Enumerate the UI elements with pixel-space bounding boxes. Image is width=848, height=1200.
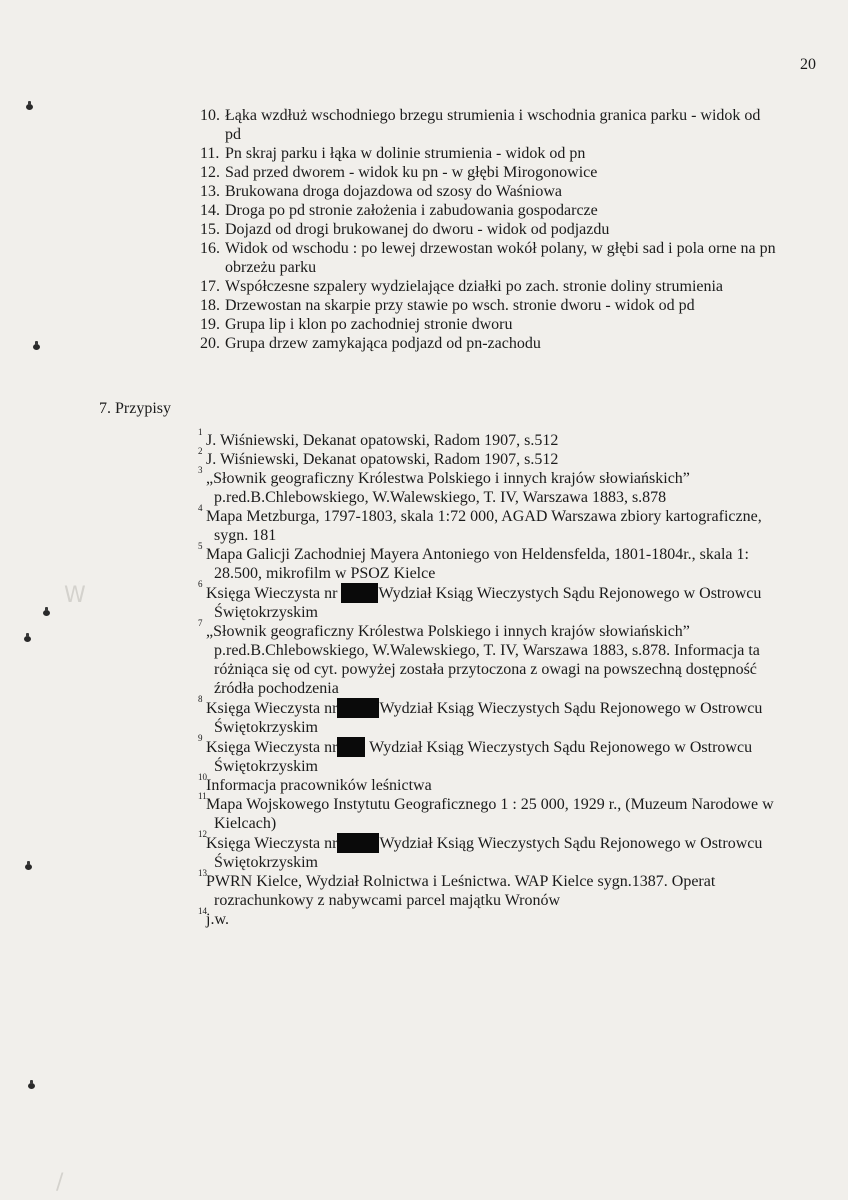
footnote-number: 9 [198,733,203,743]
list-item-text: Pn skraj parku i łąka w dolinie strumienia - widok od pn [225,145,586,162]
list-item-text: Drzewostan na skarpie przy stawie po wsch. stronie dworu - widok od pd [225,297,695,314]
list-item-number: 13. [200,183,220,200]
footnote-text: Księga Wieczysta nr [206,835,338,852]
footnote-text-continued: Świętokrzyskim [214,854,318,871]
footnote [198,541,828,583]
footnote-number: 12 [198,829,207,839]
page-number: 20 [800,56,816,73]
footnote [198,772,828,795]
footnote-number: 13 [198,868,207,878]
footnote-text-continued: różniąca się od cyt. powyżej została przytoczona z owagi na powszechną dostępność [214,661,757,678]
redaction-block [337,737,365,757]
list-item [200,334,820,353]
punch-hole-mark [25,864,32,870]
punch-hole-mark [33,344,40,350]
footnote-text: Wydział Ksiąg Wieczystych Sądu Rejonowego w Ostrowcu [378,585,762,602]
footnote-number: 2 [198,446,203,456]
list-item-number: 19. [200,316,220,333]
list-item [200,182,820,201]
list-item [200,144,820,163]
footnote-text-continued: Świętokrzyskim [214,758,318,775]
footnote-text: J. Wiśniewski, Dekanat opatowski, Radom 1907, s.512 [206,432,559,449]
list-item-text: Droga po pd stronie założenia i zabudowania gospodarcze [225,202,598,219]
list-item [200,296,820,315]
footnote-text-line [206,698,828,718]
footnote [198,465,828,507]
redaction-block [341,583,378,603]
list-item-text: Grupa lip i klon po zachodniej stronie dworu [225,316,513,333]
list-item-text: Sad przed dworem - widok ku pn - w głębi Mirogonowice [225,164,598,181]
section-heading: 7. Przypisy [99,400,171,417]
redaction-block [337,833,379,853]
punch-hole-mark [24,636,31,642]
list-item-number: 14. [200,202,220,219]
footnote-text-line [206,833,828,853]
list-item-number: 18. [200,297,220,314]
footnote-number: 1 [198,427,203,437]
list-item-number: 10. [200,107,220,124]
footnote-text-line [206,583,828,603]
footnote-text: „Słownik geograficzny Królestwa Polskiego i innych krajów słowiańskich” [206,623,690,640]
footnote-number: 7 [198,618,203,628]
footnote [198,733,828,776]
footnote-text-continued: Kielcach) [214,815,277,832]
footnote-text: PWRN Kielce, Wydział Rolnictwa i Leśnictwa. WAP Kielce sygn.1387. Operat [206,873,716,890]
footnote-text-continued: źródła pochodzenia [214,680,339,697]
footnotes [198,427,828,929]
footnote-text-continued: 28.500, mikrofilm w PSOZ Kielce [214,565,436,582]
punch-hole-mark [28,1083,35,1089]
list-item [200,239,820,277]
footnote-text: Księga Wieczysta nr [206,739,338,756]
footnote-text: Wydział Ksiąg Wieczystych Sądu Rejonowego w Ostrowcu [379,835,763,852]
footnote-number: 6 [198,579,203,589]
list-item [200,106,820,144]
footnote [198,446,828,469]
punch-hole-mark [43,610,50,616]
footnote-text: Informacja pracowników leśnictwa [206,777,432,794]
footnote-text: j.w. [206,911,229,928]
list-item-number: 17. [200,278,220,295]
footnote-text-continued: p.red.B.Chlebowskiego, W.Walewskiego, T. IV, Warszawa 1883, s.878 [214,489,667,506]
list-item [200,315,820,334]
footnote [198,868,828,910]
list-item-text: Brukowana droga dojazdowa od szosy do Waśniowa [225,183,563,200]
list-item [200,201,820,220]
list-item [200,220,820,239]
list-item-number: 11. [200,145,220,162]
list-item [200,277,820,296]
footnote [198,791,828,833]
footnote-text-continued: Świętokrzyskim [214,719,318,736]
bleed-through-mark: W [64,583,86,608]
list-item-text: Łąka wzdłuż wschodniego brzegu strumienia i wschodnia granica parku - widok od [225,107,761,124]
footnote-number: 11 [198,791,207,801]
list-item-number: 15. [200,221,220,238]
footnote-text: Wydział Ksiąg Wieczystych Sądu Rejonowego w Ostrowcu [365,739,753,756]
footnote-number: 8 [198,694,203,704]
footnote-text-continued: rozrachunkowy z nabywcami parcel majątku Wronów [214,892,561,909]
footnote [198,503,828,545]
footnote-text: Wydział Ksiąg Wieczystych Sądu Rejonowego w Ostrowcu [379,700,763,717]
list-item-number: 16. [200,240,220,257]
footnote-text: J. Wiśniewski, Dekanat opatowski, Radom 1907, s.512 [206,451,559,468]
footnote-number: 14 [198,906,207,916]
list-item-text: Współczesne szpalery wydzielające działki po zach. stronie doliny strumienia [225,278,724,295]
footnote-number: 3 [198,465,203,475]
list-item [200,163,820,182]
punch-hole-mark [26,104,33,110]
footnote-text: Mapa Metzburga, 1797-1803, skala 1:72 000, AGAD Warszawa zbiory kartograficzne, [206,508,762,525]
list-item-text-continued: obrzeżu parku [225,259,317,276]
footnote-text-continued: Świętokrzyskim [214,604,318,621]
bleed-through-mark: / [56,1170,64,1195]
list-item-text: Widok od wschodu : po lewej drzewostan wokół polany, w głębi sad i pola orne na pn [225,240,776,257]
footnote [198,427,828,450]
footnote [198,694,828,737]
footnote-text: Mapa Wojskowego Instytutu Geograficznego 1 : 25 000, 1929 r., (Muzeum Narodowe w [206,796,774,813]
redaction-block [337,698,379,718]
footnote [198,906,828,929]
footnote-text: „Słownik geograficzny Królestwa Polskiego i innych krajów słowiańskich” [206,470,690,487]
list-item-text-continued: pd [225,126,241,143]
footnote [198,579,828,622]
list-item-number: 12. [200,164,220,181]
footnote-text-continued: sygn. 181 [214,527,277,544]
list-item-text: Grupa drzew zamykająca podjazd od pn-zachodu [225,335,541,352]
footnote-number: 4 [198,503,203,513]
footnote-number: 5 [198,541,203,551]
footnote [198,829,828,872]
photo-list [200,106,820,353]
footnote-text-continued: p.red.B.Chlebowskiego, W.Walewskiego, T. IV, Warszawa 1883, s.878. Informacja ta [214,642,760,659]
footnote [198,618,828,698]
footnote-text: Księga Wieczysta nr [206,585,342,602]
footnote-text: Księga Wieczysta nr [206,700,338,717]
list-item-number: 20. [200,335,220,352]
footnote-text-line [206,737,828,757]
footnote-number: 10 [198,772,207,782]
footnote-text: Mapa Galicji Zachodniej Mayera Antoniego von Heldensfelda, 1801-1804r., skala 1: [206,546,749,563]
list-item-text: Dojazd od drogi brukowanej do dworu - widok od podjazdu [225,221,610,238]
